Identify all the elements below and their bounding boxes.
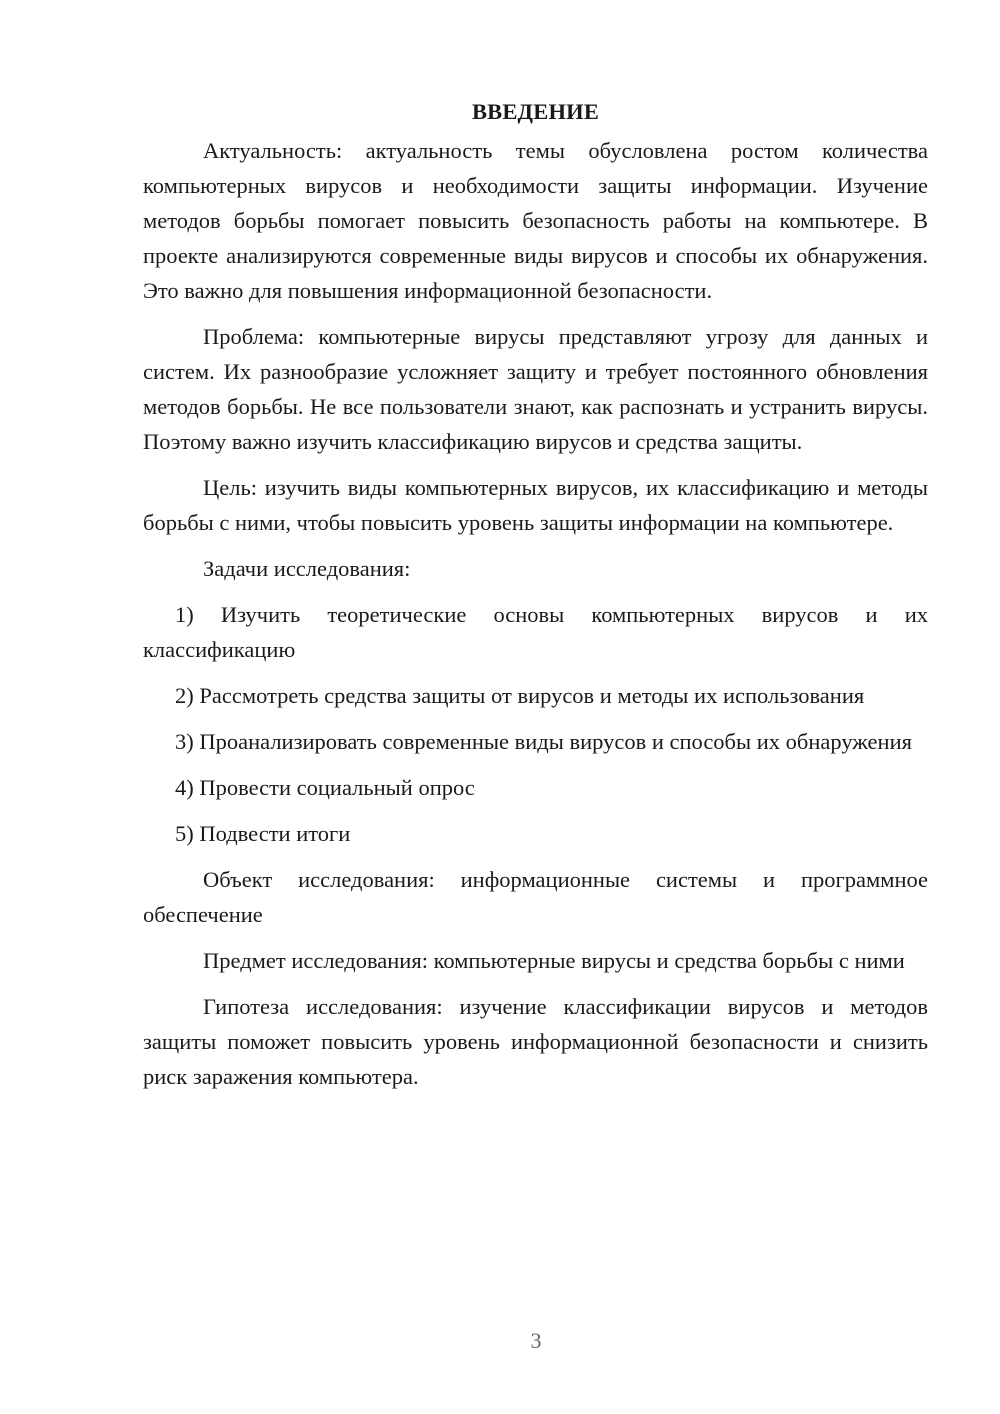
hypothesis-paragraph: Гипотеза исследования: изучение классификации вирусов и методов защиты поможет повысить уровень информационной безопасности и снизить риск заражения компьютера. — [143, 994, 928, 1089]
object-paragraph: Объект исследования: информационные системы и программное обеспечение — [143, 867, 928, 927]
task-item-3: 3) Проанализировать современные виды вирусов и способы их обнаружения — [175, 729, 912, 754]
tasks-heading: Задачи исследования: — [203, 556, 411, 581]
page-number: 3 — [530, 1328, 542, 1353]
task-item-2: 2) Рассмотреть средства защиты от вирусов и методы их использования — [175, 683, 865, 708]
goal-paragraph: Цель: изучить виды компьютерных вирусов, их классификацию и методы борьбы с ними, чтобы повысить уровень защиты информации на компьютере. — [143, 475, 928, 535]
task-item-1: 1) Изучить теоретические основы компьютерных вирусов и их классификацию — [143, 602, 928, 662]
subject-paragraph: Предмет исследования: компьютерные вирусы и средства борьбы с ними — [203, 948, 905, 973]
task-item-4: 4) Провести социальный опрос — [175, 775, 475, 800]
page-content — [143, 94, 928, 1105]
page-title: ВВЕДЕНИЕ — [471, 99, 600, 124]
problem-paragraph: Проблема: компьютерные вирусы представляют угрозу для данных и систем. Их разнообразие усложняет защиту и требует постоянного обновления методов борьбы. Не все пользователи знают, как распознать и устранить вирусы. Поэтому важно изучить классификацию вирусов и средства защиты. — [143, 324, 928, 454]
task-item-5: 5) Подвести итоги — [175, 821, 351, 846]
relevance-paragraph: Актуальность: актуальность темы обусловлена ростом количества компьютерных вирусов и необходимости защиты информации. Изучение методов борьбы помогает повысить безопасность работы на компьютере. В проекте анализируются современные виды вирусов и способы их обнаружения. Это важно для повышения информационной безопасности. — [143, 138, 928, 303]
